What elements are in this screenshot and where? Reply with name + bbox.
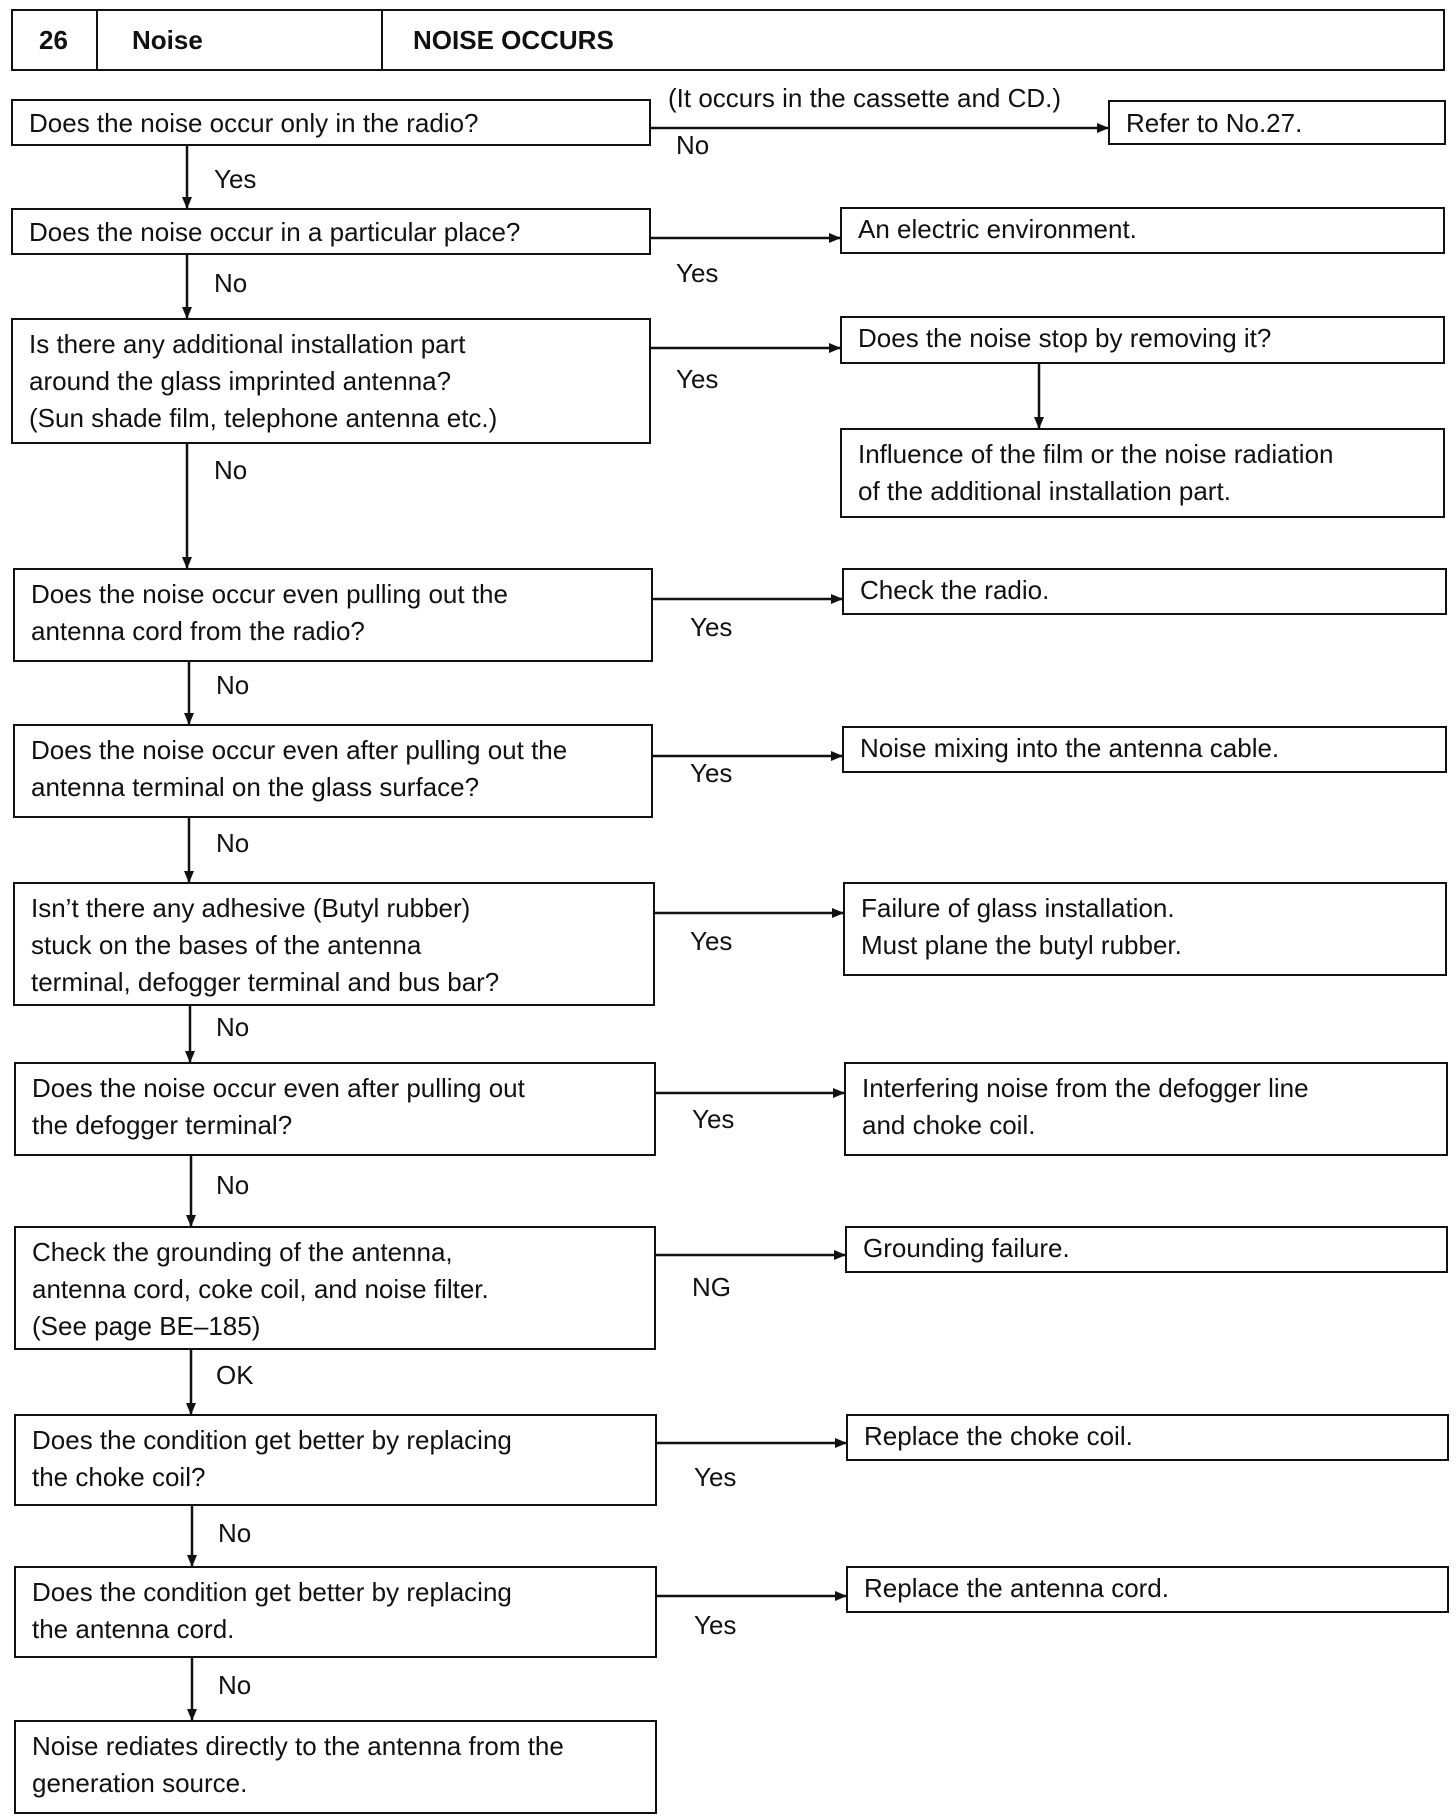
label-no-q7: No (216, 1170, 250, 1200)
result-check-radio: Check the radio. (842, 568, 1447, 615)
label-no-q1: No (676, 130, 710, 160)
question-antenna-terminal: Does the noise occur even after pulling out the antenna terminal on the glass surface? (13, 724, 653, 818)
question-antenna-cord-replace: Does the condition get better by replacing the antenna cord. (14, 1566, 657, 1658)
label-yes-q6: Yes (690, 926, 733, 956)
question-choke-coil: Does the condition get better by replacing the choke coil? (14, 1414, 657, 1506)
result-noise-antenna-cable: Noise mixing into the antenna cable. (842, 726, 1447, 773)
result-replace-antenna-cord: Replace the antenna cord. (846, 1566, 1449, 1613)
question-defogger-terminal: Does the noise occur even after pulling out the defogger terminal? (14, 1062, 656, 1156)
result-glass-installation: Failure of glass installation. Must plane the butyl rubber. (843, 882, 1447, 976)
question-grounding: Check the grounding of the antenna, antenna cord, coke coil, and noise filter. (See page BE–185) (14, 1226, 656, 1350)
label-yes-q9: Yes (694, 1462, 737, 1492)
section-category: Noise (132, 25, 203, 55)
note-cassette-cd: (It occurs in the cassette and CD.) (668, 83, 1062, 113)
header-divider (381, 11, 383, 69)
question-antenna-cord: Does the noise occur even pulling out the antenna cord from the radio? (13, 568, 653, 662)
question-particular-place: Does the noise occur in a particular place? (11, 208, 651, 255)
result-refer-27: Refer to No.27. (1108, 100, 1446, 145)
label-no-q5: No (216, 828, 250, 858)
question-adhesive: Isn’t there any adhesive (Butyl rubber) stuck on the bases of the antenna terminal, defogger terminal and bus bar? (13, 882, 655, 1006)
label-yes-q3: Yes (676, 364, 719, 394)
label-yes-q10: Yes (694, 1610, 737, 1640)
section-title: NOISE OCCURS (413, 25, 614, 55)
result-grounding-failure: Grounding failure. (845, 1226, 1448, 1273)
result-electric-environment: An electric environment. (840, 207, 1445, 254)
result-film-influence: Influence of the film or the noise radiation of the additional installation part. (840, 428, 1445, 518)
header-divider (96, 11, 98, 69)
label-yes-q2: Yes (676, 258, 719, 288)
label-no-q4: No (216, 670, 250, 700)
label-yes-q4: Yes (690, 612, 733, 642)
section-number: 26 (39, 25, 68, 55)
result-defogger-interference: Interfering noise from the defogger line and choke coil. (844, 1062, 1448, 1156)
label-no-q6: No (216, 1012, 250, 1042)
label-no-q3: No (214, 455, 248, 485)
label-yes-q7: Yes (692, 1104, 735, 1134)
result-replace-choke-coil: Replace the choke coil. (846, 1414, 1449, 1461)
question-noise-stop-removing: Does the noise stop by removing it? (840, 316, 1445, 364)
label-no-q2: No (214, 268, 248, 298)
label-yes-q5: Yes (690, 758, 733, 788)
label-ng-q8: NG (692, 1272, 731, 1302)
question-additional-part: Is there any additional installation part around the glass imprinted antenna? (Sun shade film, telephone antenna etc.) (11, 318, 651, 444)
label-yes-q1: Yes (214, 164, 257, 194)
question-radio-only: Does the noise occur only in the radio? (11, 99, 651, 146)
result-direct-radiation: Noise rediates directly to the antenna from the generation source. (14, 1720, 657, 1814)
header-bar (11, 9, 1445, 71)
label-ok-q8: OK (216, 1360, 254, 1390)
label-no-q9: No (218, 1518, 252, 1548)
label-no-q10: No (218, 1670, 252, 1700)
